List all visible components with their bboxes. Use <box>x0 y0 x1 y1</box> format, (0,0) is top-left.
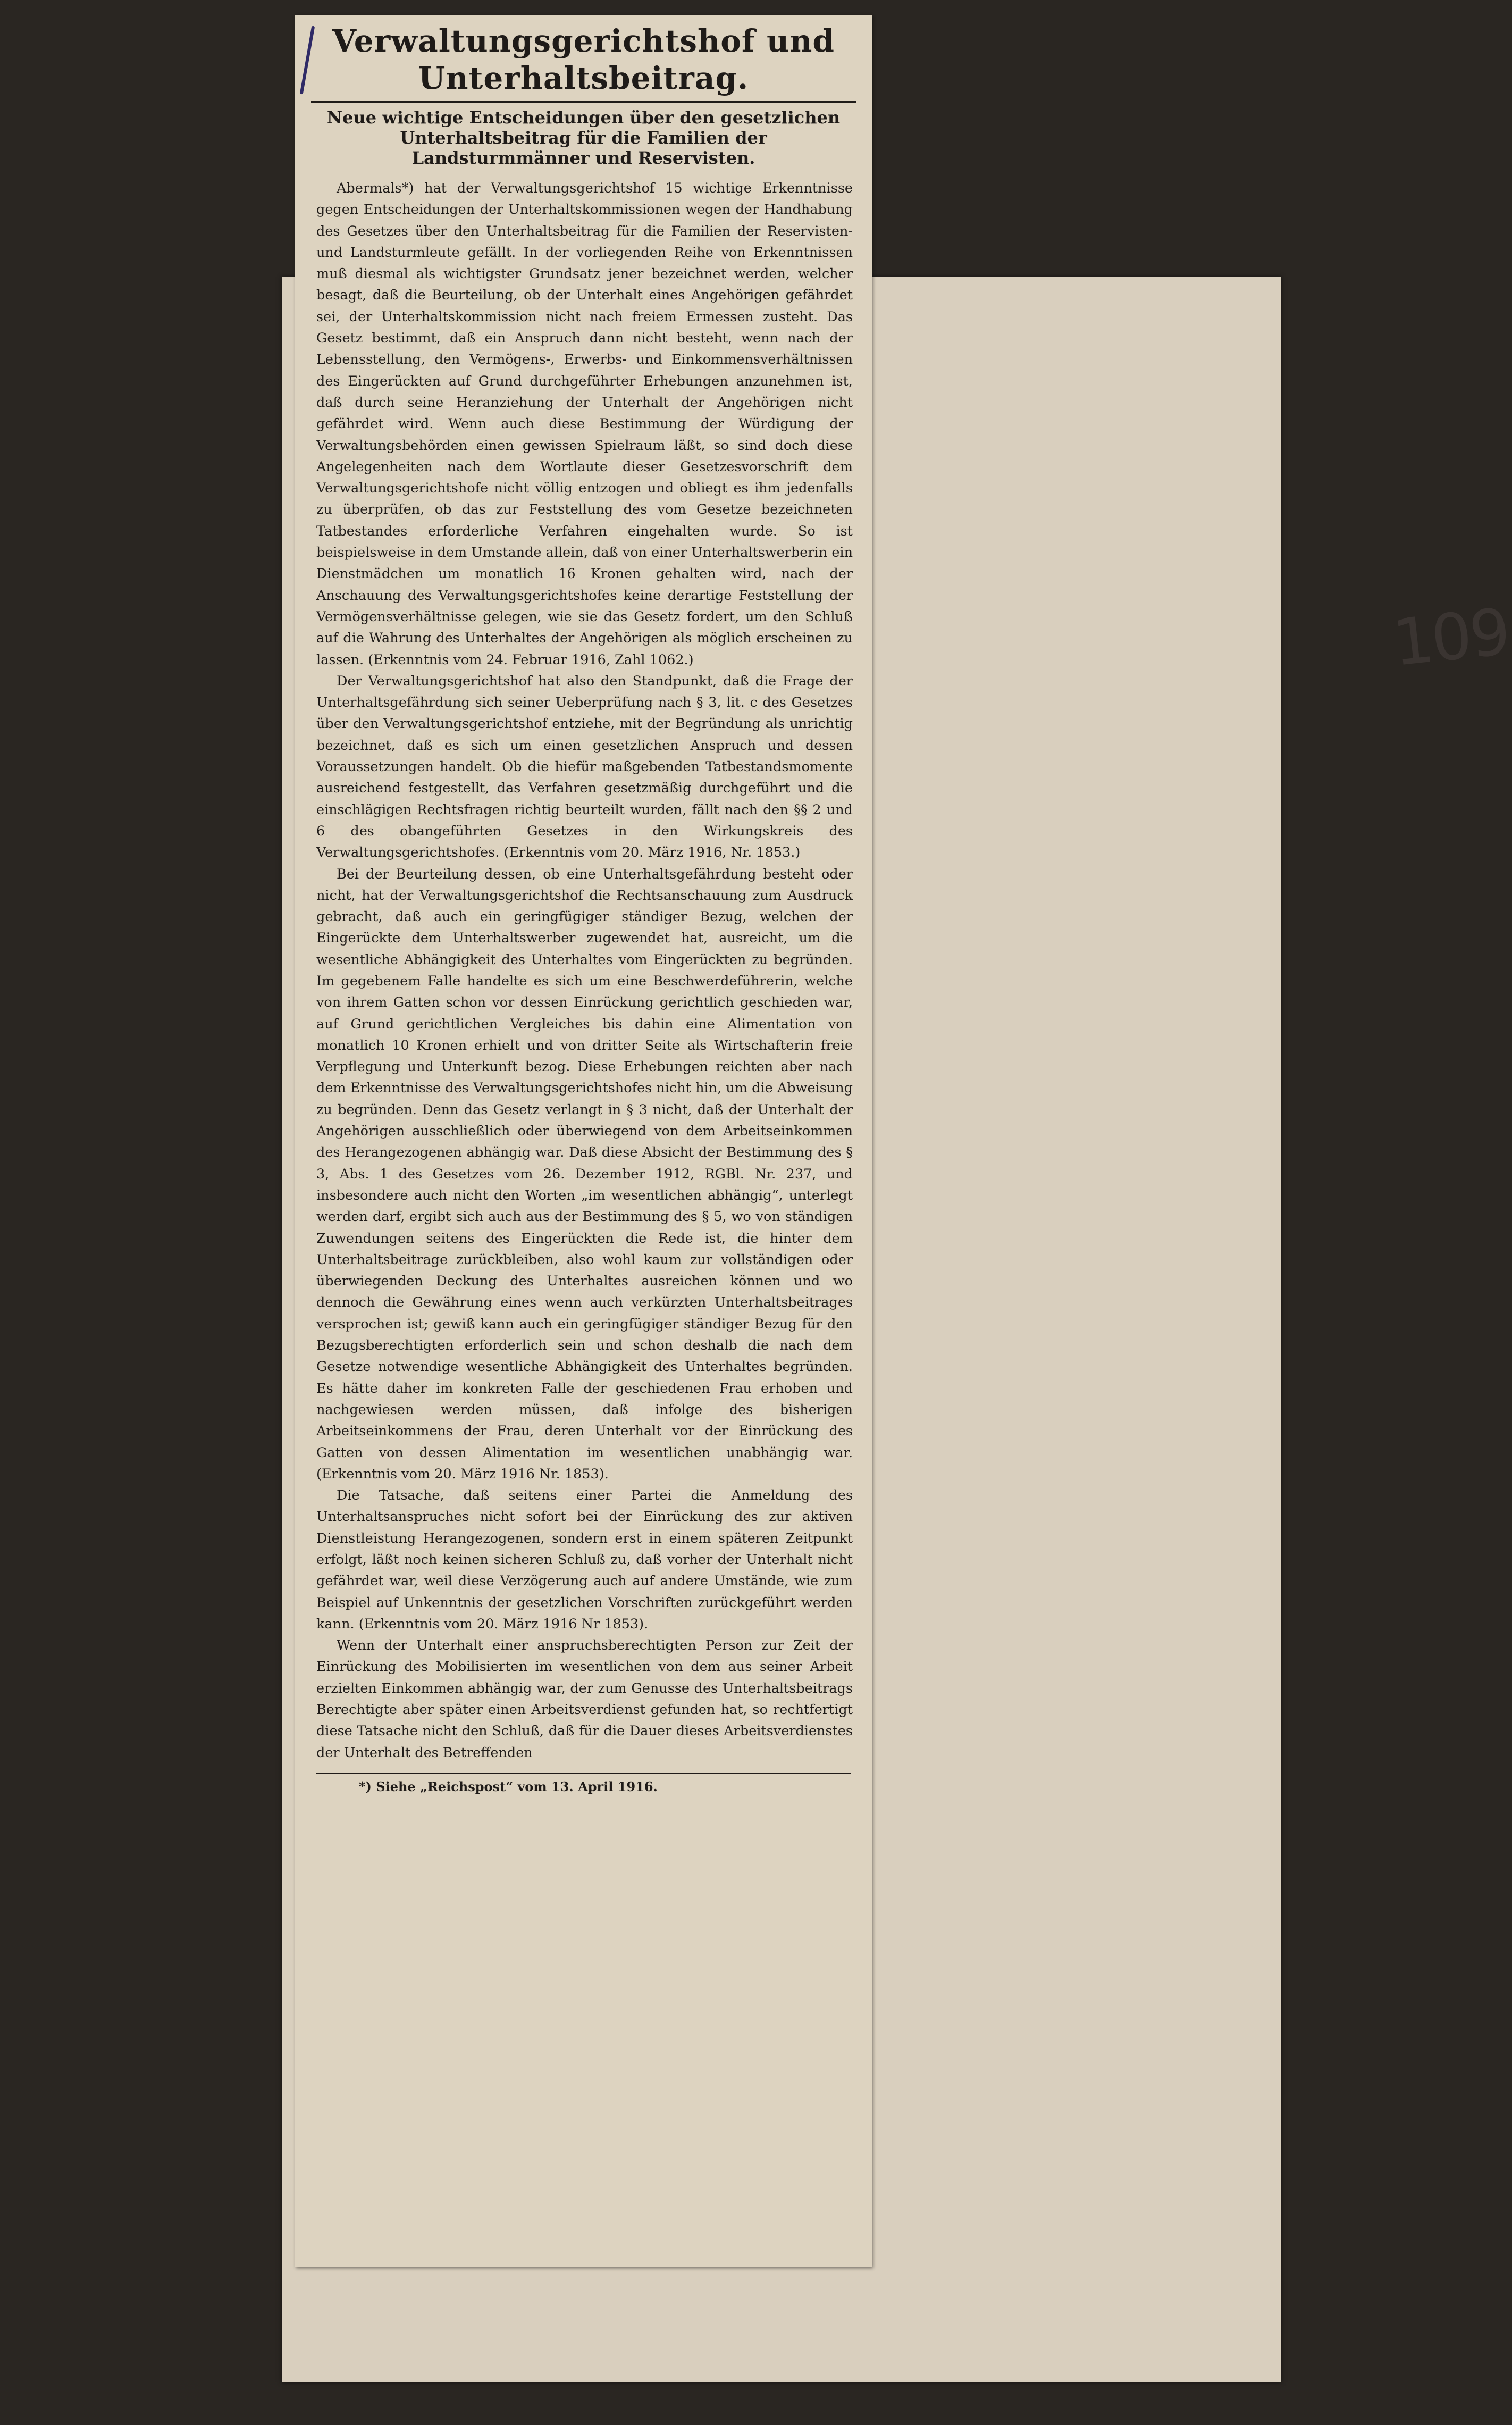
article-subheadline: Neue wichtige Entscheidungen über den gesetzlichen Unterhaltsbeitrag für die Familien der Landsturmmänner und Reservisten. <box>326 107 841 168</box>
article-body <box>316 178 853 1763</box>
article-paragraph: Bei der Beurteilung dessen, ob eine Unterhaltsgefährdung besteht oder nicht, hat der Verwaltungsgerichtshof die Rechtsanschauung zum Ausdruck gebracht, daß auch ein geringfügiger ständiger Bezug, welchen der Eingerückte dem Unterhaltswerber zugewendet hat, ausreicht, um die wesentliche Abhängigkeit des Unterhaltes vom Eingerückten zu begründen. Im gegebenem Falle handelte es sich um eine Beschwerdeführerin, welche von ihrem Gatten schon vor dessen Einrückung gerichtlich geschieden war, auf Grund gerichtlichen Vergleiches bis dahin eine Alimentation von monatlich 10 Kronen erhielt und von dritter Seite als Wirtschafterin freie Verpflegung und Unterkunft bezog. Diese Erhebungen reichten aber nach dem Erkenntnisse des Verwaltungsgerichtshofes nicht hin, um die Abweisung zu begründen. Denn das Gesetz verlangt in § 3 nicht, daß der Unterhalt der Angehörigen ausschließlich oder überwiegend von dem Arbeitseinkommen des Herangezogenen abhängig war. Daß diese Absicht der Bestimmung des § 3, Abs. 1 des Gesetzes vom 26. Dezember 1912, RGBl. Nr. 237, und insbesondere auch nicht den Worten „im wesentlichen abhängig“, unterlegt werden darf, ergibt sich auch aus der Bestimmung des § 5, wo von ständigen Zuwendungen seitens des Eingerückten die Rede ist, die hinter dem Unterhaltsbeitrage zurückbleiben, also wohl kaum zur vollständigen oder überwiegenden Deckung des Unterhaltes ausreichen können und wo dennoch die Gewährung eines wenn auch verkürzten Unterhaltsbeitrages versprochen ist; gewiß kann auch ein geringfügiger ständiger Bezug für den Bezugsberechtigten erforderlich sein und schon deshalb die nach dem Gesetze notwendige wesentliche Abhängigkeit des Unterhaltes begründen. Es hätte daher im konkreten Falle der geschiedenen Frau erhoben und nachgewiesen werden müssen, daß infolge des bisherigen Arbeitseinkommens der Frau, deren Unterhalt vor der Einrückung des Gatten von dessen Alimentation im wesentlichen unabhängig war. (Erkenntnis vom 20. März 1916 Nr. 1853). <box>316 866 853 1482</box>
article-paragraph: Die Tatsache, daß seitens einer Partei die Anmeldung des Unterhaltsanspruches nicht sofort bei der Einrückung des zur aktiven Dienstleistung Herangezogenen, sondern erst in einem späteren Zeitpunkt erfolgt, läßt noch keinen sicheren Schluß zu, daß vorher der Unterhalt nicht gefährdet war, weil diese Verzögerung auch auf andere Umstände, wie zum Beispiel auf Unkenntnis der gesetzlichen Vorschriften zurückgeführt werden kann. (Erkenntnis vom 20. März 1916 Nr 1853). <box>316 1487 853 1632</box>
handwritten-page-number: 109 <box>1389 595 1512 681</box>
newspaper-clipping <box>295 15 872 2267</box>
footnote-divider <box>316 1773 851 1774</box>
article-paragraph: Abermals*) hat der Verwaltungsgerichtshof 15 wichtige Erkenntnisse gegen Entscheidungen der Unterhaltskommissionen wegen der Handhabung des Gesetzes über den Unterhaltsbeitrag für die Familien der Reservisten- und Landsturmleute gefällt. In der vorliegenden Reihe von Erkenntnissen muß diesmal als wichtigster Grundsatz jener bezeichnet werden, welcher besagt, daß die Beurteilung, ob der Unterhalt eines Angehörigen gefährdet sei, der Unterhaltskommission nicht nach freiem Ermessen zusteht. Das Gesetz bestimmt, daß ein Anspruch dann nicht besteht, wenn nach der Lebensstellung, den Vermögens-, Erwerbs- und Einkommensverhältnissen des Eingerückten auf Grund durchgeführter Erhebungen anzunehmen ist, daß durch seine Heranziehung der Unterhalt der Angehörigen nicht gefährdet wird. Wenn auch diese Bestimmung der Würdigung der Verwaltungsbehörden einen gewissen Spielraum läßt, so sind doch diese Angelegenheiten nach dem Wortlaute dieser Gesetzesvorschrift dem Verwaltungsgerichtshofe nicht völlig entzogen und obliegt es ihm jedenfalls zu überprüfen, ob das zur Feststellung des vom Gesetze bezeichneten Tatbestandes erforderliche Verfahren eingehalten wurde. So ist beispielsweise in dem Umstande allein, daß von einer Unterhaltswerberin ein Dienstmädchen um monatlich 16 Kronen gehalten wird, nach der Anschauung des Verwaltungsgerichtshofes keine derartige Feststellung der Vermögensverhältnisse gelegen, wie sie das Gesetz fordert, um den Schluß auf die Wahrung des Unterhaltes der Angehörigen als möglich erscheinen zu lassen. (Erkenntnis vom 24. Februar 1916, Zahl 1062.) <box>316 180 853 668</box>
article-footnote: *) Siehe „Reichspost“ vom 13. April 1916. <box>359 1778 658 1794</box>
article-paragraph: Der Verwaltungsgerichtshof hat also den Standpunkt, daß die Frage der Unterhaltsgefährdung sich seiner Ueberprüfung nach § 3, lit. c des Gesetzes über den Verwaltungsgerichtshof entziehe, mit der Begründung als unrichtig bezeichnet, daß es sich um einen gesetzlichen Anspruch und dessen Voraussetzungen handelt. Ob die hiefür maßgebenden Tatbestandsmomente ausreichend festgestellt, das Verfahren gesetzmäßig durchgeführt und die einschlägigen Rechtsfragen richtig beurteilt wurden, fällt nach den §§ 2 und 6 des obangeführten Gesetzes in den Wirkungskreis des Verwaltungsgerichtshofes. (Erkenntnis vom 20. März 1916, Nr. 1853.) <box>316 673 853 861</box>
article-paragraph: Wenn der Unterhalt einer anspruchsberechtigten Person zur Zeit der Einrückung des Mobilisierten im wesentlichen von dem aus seiner Arbeit erzielten Einkommen abhängig war, der zum Genusse des Unterhaltsbeitrags Berechtigte aber später einen Arbeitsverdienst gefunden hat, so rechtfertigt diese Tatsache nicht den Schluß, daß für die Dauer dieses Arbeitsverdienstes der Unterhalt des Betreffenden <box>316 1637 853 1761</box>
headline-divider <box>311 101 856 103</box>
article-headline: Verwaltungsgerichtshof und Unterhaltsbeitrag. <box>332 23 835 96</box>
